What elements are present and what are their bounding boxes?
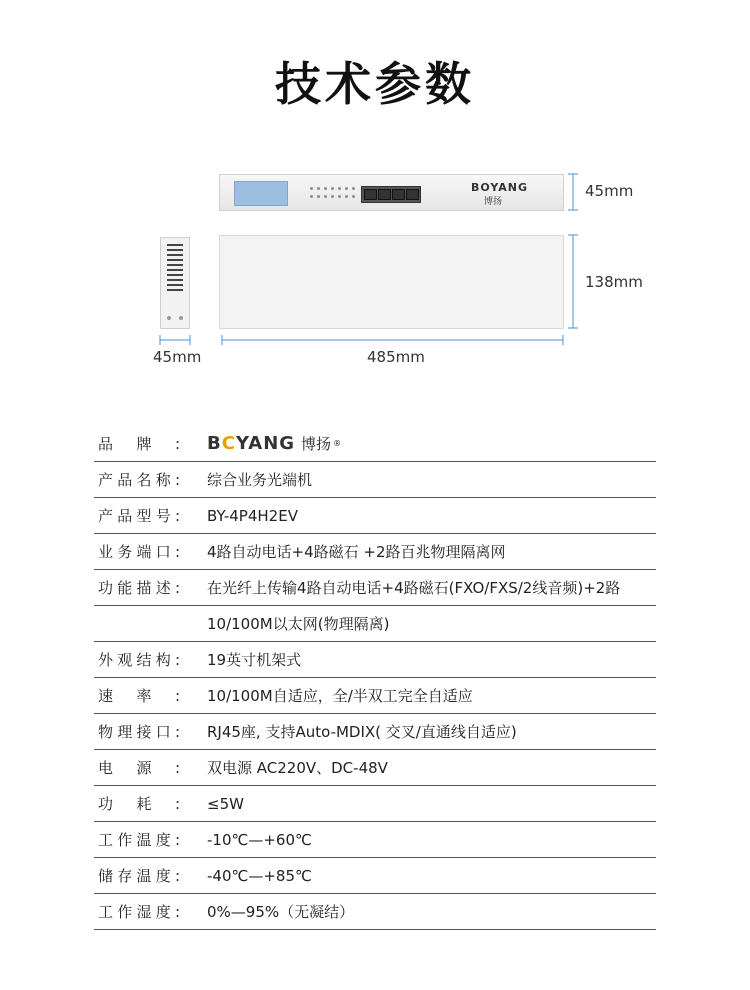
spec-label: 功耗:	[98, 795, 180, 813]
spec-row	[94, 570, 656, 606]
spec-value: 在光纤上传输4路自动电话+4路磁石(FXO/FXS/2线音频)+2路	[207, 579, 621, 597]
spec-value: 19英寸机架式	[207, 651, 302, 669]
spec-label: 电源:	[98, 759, 180, 777]
spec-value: BY-4P4H2EV	[207, 507, 298, 525]
spec-row-brand	[94, 426, 656, 462]
dim-depth: 138mm	[585, 273, 643, 291]
spec-value: 10/100M自适应，全/半双工完全自适应	[207, 687, 473, 705]
spec-row	[94, 642, 656, 678]
dim-front-height: 45mm	[585, 182, 634, 200]
spec-label: 外观结构:	[98, 651, 180, 669]
spec-label: 物理接口:	[98, 723, 180, 741]
spec-value: 10/100M以太网(物理隔离)	[207, 615, 390, 633]
spec-value: ≤5W	[207, 795, 244, 813]
spec-value: 4路自动电话+4路磁石 +2路百兆物理隔离网	[207, 543, 506, 561]
spec-row	[94, 534, 656, 570]
spec-row	[94, 606, 656, 642]
spec-row	[94, 858, 656, 894]
spec-value: RJ45座, 支持Auto-MDIX( 交叉/直通线自适应)	[207, 723, 517, 741]
spec-label: 工作湿度:	[98, 903, 180, 921]
spec-row	[94, 822, 656, 858]
spec-value: 0%—95%（无凝结）	[207, 903, 355, 921]
spec-row	[94, 678, 656, 714]
spec-value: -10℃—+60℃	[207, 831, 312, 849]
spec-row	[94, 894, 656, 930]
brand-logo: BCYANG 博扬 ®	[207, 433, 342, 454]
dimension-lines	[0, 0, 750, 400]
panel-brand-logo: BOYANG	[471, 181, 529, 194]
spec-label: 产品名称:	[98, 471, 180, 489]
spec-label: 品牌:	[98, 435, 180, 453]
spec-row	[94, 750, 656, 786]
spec-row	[94, 786, 656, 822]
spec-label: 工作温度:	[98, 831, 180, 849]
spec-label: 储存温度:	[98, 867, 180, 885]
spec-value: 双电源 AC220V、DC-48V	[207, 759, 388, 777]
spec-label: 业务端口:	[98, 543, 180, 561]
spec-row	[94, 714, 656, 750]
spec-label: 功能描述:	[98, 579, 180, 597]
spec-row	[94, 462, 656, 498]
spec-table	[94, 426, 656, 930]
dim-width: 485mm	[367, 348, 425, 366]
spec-value: -40℃—+85℃	[207, 867, 312, 885]
spec-label: 产品型号:	[98, 507, 180, 525]
spec-row	[94, 498, 656, 534]
page-title: 技术参数	[275, 57, 475, 111]
spec-value: 综合业务光端机	[207, 471, 313, 489]
dim-side-width: 45mm	[153, 348, 202, 366]
spec-label: 速率:	[98, 687, 180, 705]
panel-brand-cn: 博扬	[484, 197, 503, 207]
